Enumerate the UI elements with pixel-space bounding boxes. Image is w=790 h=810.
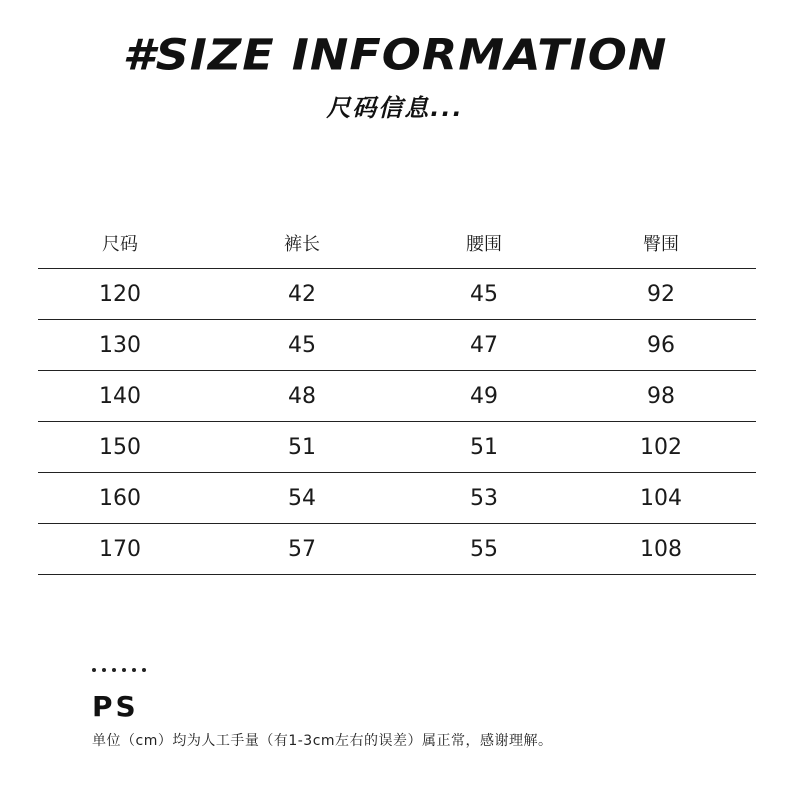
table-cell: 49 xyxy=(470,383,498,409)
measurement-note: 单位（cm）均为人工手量（有1-3cm左右的误差）属正常，感谢理解。 xyxy=(92,733,553,749)
table-cell: 51 xyxy=(288,434,316,460)
table-cell: 150 xyxy=(99,434,141,460)
table-row xyxy=(38,269,756,320)
table-cell: 96 xyxy=(647,332,675,358)
column-header-pants-length: 裤长 xyxy=(284,234,320,255)
table-cell: 160 xyxy=(99,485,141,511)
table-cell: 108 xyxy=(640,536,682,562)
table-cell: 48 xyxy=(288,383,316,409)
dot-icon xyxy=(112,668,116,672)
table-cell: 120 xyxy=(99,281,141,307)
page-subtitle: 尺码信息... xyxy=(326,94,464,122)
table-cell: 53 xyxy=(470,485,498,511)
decorative-dots xyxy=(92,668,146,672)
column-header-hip: 臀围 xyxy=(643,234,679,255)
table-cell: 45 xyxy=(470,281,498,307)
table-row xyxy=(38,422,756,473)
table-cell: 47 xyxy=(470,332,498,358)
table-cell: 57 xyxy=(288,536,316,562)
table-cell: 55 xyxy=(470,536,498,562)
ps-label: PS xyxy=(92,690,139,723)
table-row xyxy=(38,320,756,371)
table-cell: 51 xyxy=(470,434,498,460)
table-cell: 98 xyxy=(647,383,675,409)
table-cell: 45 xyxy=(288,332,316,358)
dot-icon xyxy=(132,668,136,672)
column-header-waist: 腰围 xyxy=(466,234,502,255)
table-cell: 104 xyxy=(640,485,682,511)
table-row xyxy=(38,371,756,422)
table-cell: 42 xyxy=(288,281,316,307)
column-header-size: 尺码 xyxy=(102,234,138,255)
page-title: #SIZE INFORMATION xyxy=(122,30,668,80)
dot-icon xyxy=(92,668,96,672)
dot-icon xyxy=(122,668,126,672)
table-cell: 102 xyxy=(640,434,682,460)
table-header-row xyxy=(38,218,756,269)
dot-icon xyxy=(142,668,146,672)
table-row xyxy=(38,524,756,575)
size-table xyxy=(38,218,756,575)
table-cell: 92 xyxy=(647,281,675,307)
table-cell: 130 xyxy=(99,332,141,358)
table-cell: 170 xyxy=(99,536,141,562)
table-row xyxy=(38,473,756,524)
table-cell: 140 xyxy=(99,383,141,409)
dot-icon xyxy=(102,668,106,672)
table-cell: 54 xyxy=(288,485,316,511)
